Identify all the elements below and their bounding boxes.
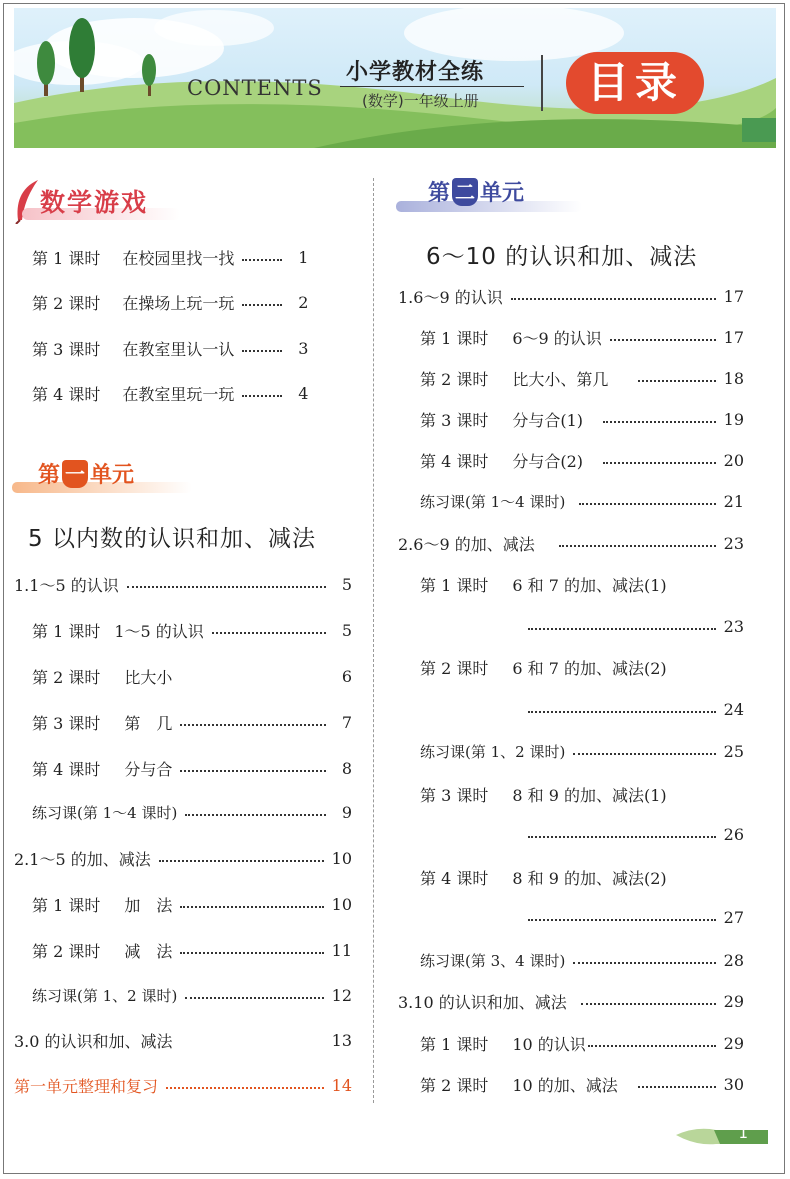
section-label: 1.6～9 的认识 [398,287,503,307]
lesson-label: 第 2 课时 [420,658,489,678]
lesson-name: 10 的认识 [512,1034,586,1054]
practice-label: 练习课 [420,742,466,761]
leader-dots [603,421,716,423]
unit2-badge-pre: 第 [428,181,451,206]
toc-row-two-line[interactable] [420,782,744,806]
lesson-label: 第 3 课时 [32,339,101,359]
page-number: 20 [723,450,744,470]
toc-badge: 目录 [566,52,704,114]
toc-row-two-line[interactable] [420,865,744,889]
leader-dots [528,919,716,921]
leader-dots [573,753,715,755]
leader-dots [528,711,716,713]
page-number: 10 [331,848,352,868]
book-subtitle: (数学)一年级上册 [362,92,479,110]
toc-row[interactable] [32,381,352,405]
leader-dots [588,1045,716,1047]
lesson-name: 分与合 [124,759,173,779]
toc-row[interactable] [32,664,352,688]
leader-dots [185,997,323,999]
lesson-label: 第 3 课时 [32,713,101,733]
toc-row-continuation[interactable] [528,614,744,638]
leader-dots [212,632,326,634]
lesson-name: 1～5 的认识 [114,621,204,641]
page-number: 12 [331,985,352,1005]
header-divider [541,55,543,111]
lesson-label: 第 1 课时 [32,248,101,268]
leader-dots [528,628,716,630]
leader-dots [185,814,326,816]
practice-label: 练习课 [32,803,78,822]
page-number: 29 [723,1033,744,1053]
practice-label: 练习课 [420,951,466,970]
toc-row[interactable] [32,290,352,314]
page-number: 17 [723,286,744,306]
page-badge-shape [676,1124,768,1146]
leader-dots [242,395,282,397]
section-label: 2.6～9 的加、减法 [398,534,535,554]
leader-dots [159,860,324,862]
lesson-name: 分与合(2) [512,451,584,471]
page-number: 9 [341,802,352,822]
toc-row-two-line[interactable] [420,572,744,596]
corner-tab [742,118,776,142]
page-number: 8 [341,758,352,778]
lesson-name: 在教室里认一认 [122,339,235,359]
leader-dots [127,586,326,588]
page-number: 30 [723,1074,744,1094]
page-number: 25 [723,741,744,761]
leader-dots [511,298,716,300]
column-divider [373,178,374,1103]
page-number: 24 [723,699,744,719]
leader-dots [180,770,326,772]
leader-dots [559,545,716,547]
toc-practice-row[interactable] [32,800,352,824]
page-number: 23 [723,616,744,636]
lesson-label: 第 4 课时 [420,451,489,471]
page-number: 18 [723,368,744,388]
page-number: 17 [723,327,744,347]
lesson-name: 比大小、第几 [512,369,609,389]
toc-row-continuation[interactable] [528,905,744,929]
practice-note: (第 1、2 课时) [465,742,566,761]
lesson-label: 第 2 课时 [32,667,101,687]
toc-row[interactable] [32,618,352,642]
leader-dots [166,1087,324,1089]
page-number: 1 [298,247,309,267]
leader-dots [242,304,282,306]
toc-section-row[interactable] [398,531,744,555]
lesson-name: 分与合(1) [512,410,584,430]
unit2-title: 6～10 的认识和加、减法 [426,244,698,270]
lesson-name: 在操场上玩一玩 [122,293,235,313]
page-number: 6 [341,666,352,686]
lesson-label: 第 2 课时 [420,1075,489,1095]
leader-dots [579,503,715,505]
toc-practice-row[interactable] [420,739,744,763]
lesson-name: 在校园里找一找 [122,248,235,268]
toc-row[interactable] [32,938,352,962]
contents-label: CONTENTS [187,76,323,100]
lesson-label: 第 3 课时 [420,785,489,805]
lesson-name: 减 法 [124,941,173,961]
page-number: 13 [331,1030,352,1050]
toc-practice-row[interactable] [420,948,744,972]
toc-row[interactable] [420,325,744,349]
page-number: 7 [341,712,352,732]
lesson-name: 在教室里玩一玩 [122,384,235,404]
toc-row[interactable] [420,407,744,431]
toc-row-two-line[interactable] [420,655,744,679]
page-number: 10 [331,894,352,914]
lesson-name: 第 几 [124,713,173,733]
practice-note: (第 1～4 课时) [77,803,178,822]
lesson-name: 6 和 7 的加、减法(2) [512,658,667,678]
leader-dots [581,1003,716,1005]
lesson-name: 8 和 9 的加、减法(2) [512,868,667,888]
lesson-label: 第 1 课时 [32,621,101,641]
lesson-label: 第 1 课时 [420,575,489,595]
lesson-name: 加 法 [124,895,173,915]
practice-note: (第 1、2 课时) [77,986,178,1005]
lesson-label: 第 2 课时 [420,369,489,389]
page-number: 14 [331,1075,352,1095]
toc-section-row[interactable] [398,989,744,1013]
leader-dots [180,724,326,726]
toc-section-row[interactable] [14,572,352,596]
page-number: 27 [723,907,744,927]
lesson-label: 第 3 课时 [420,410,489,430]
unit1-badge [38,458,134,489]
page-number: 23 [723,533,744,553]
toc-section-row[interactable] [14,1028,352,1052]
page-number-badge [676,1124,768,1146]
book-title: 小学教材全练 [346,60,485,85]
toc-review-row[interactable] [14,1073,352,1097]
lesson-label: 第 1 课时 [420,328,489,348]
leader-dots [180,906,323,908]
unit2-badge-post: 单元 [480,181,525,206]
leader-dots [610,339,716,341]
practice-label: 练习课 [32,986,78,1005]
leader-dots [603,462,716,464]
leader-dots [528,836,716,838]
lesson-label: 第 1 课时 [32,895,101,915]
lesson-label: 第 1 课时 [420,1034,489,1054]
lesson-label: 第 2 课时 [32,293,101,313]
page-number: 26 [723,824,744,844]
practice-note: (第 3、4 课时) [465,951,566,970]
section-label: 3.10 的认识和加、减法 [398,992,567,1012]
toc-row[interactable] [420,1072,744,1096]
leader-dots [573,962,715,964]
toc-section-row[interactable] [398,284,744,308]
toc-row-continuation[interactable] [528,697,744,721]
leader-dots [242,350,282,352]
lesson-name: 比大小 [124,667,173,687]
review-label: 第一单元整理和复习 [14,1076,159,1096]
page-number: 4 [298,383,309,403]
toc-row[interactable] [420,366,744,390]
lesson-label: 第 4 课时 [32,384,101,404]
leader-dots [638,380,715,382]
leader-dots [242,259,282,261]
lesson-label: 第 2 课时 [32,941,101,961]
toc-row-continuation[interactable] [528,822,744,846]
page-number: 11 [331,940,352,960]
page-number-text: 1 [738,1124,748,1142]
lesson-label: 第 4 课时 [420,868,489,888]
toc-section-row[interactable] [14,846,352,870]
section-label: 3.0 的认识和加、减法 [14,1031,173,1051]
game-section-title: 数学游戏 [40,188,149,217]
page-number: 3 [298,338,309,358]
toc-practice-row[interactable] [32,983,352,1007]
toc-row[interactable] [32,710,352,734]
toc-practice-row[interactable] [420,489,744,513]
section-label: 2.1～5 的加、减法 [14,849,151,869]
page-number: 5 [341,620,352,640]
page-number: 29 [723,991,744,1011]
unit2-badge [428,176,524,207]
lesson-label: 第 4 课时 [32,759,101,779]
toc-row[interactable] [420,448,744,472]
lesson-name: 6～9 的认识 [512,328,602,348]
lesson-name: 6 和 7 的加、减法(1) [512,575,667,595]
practice-label: 练习课 [420,492,466,511]
toc-row[interactable] [32,892,352,916]
leader-dots [180,952,323,954]
leader-dots [638,1086,716,1088]
unit1-badge-post: 单元 [90,463,135,488]
unit1-badge-pre: 第 [38,463,61,488]
toc-row[interactable] [32,756,352,780]
practice-note: (第 1～4 课时) [465,492,566,511]
lesson-name: 10 的加、减法 [512,1075,618,1095]
title-underline [340,86,524,87]
toc-row[interactable] [420,1031,744,1055]
unit2-badge-num: 二 [452,178,478,206]
toc-row[interactable] [32,245,352,269]
lesson-name: 8 和 9 的加、减法(1) [512,785,667,805]
unit1-title: 5 以内数的认识和加、减法 [28,526,316,552]
section-label: 1.1～5 的认识 [14,575,119,595]
page-number: 5 [341,574,352,594]
toc-row[interactable] [32,336,352,360]
page-number: 19 [723,409,744,429]
page-number: 21 [723,491,744,511]
page-number: 2 [298,292,309,312]
unit1-badge-num: 一 [62,460,88,488]
page-number: 28 [723,950,744,970]
